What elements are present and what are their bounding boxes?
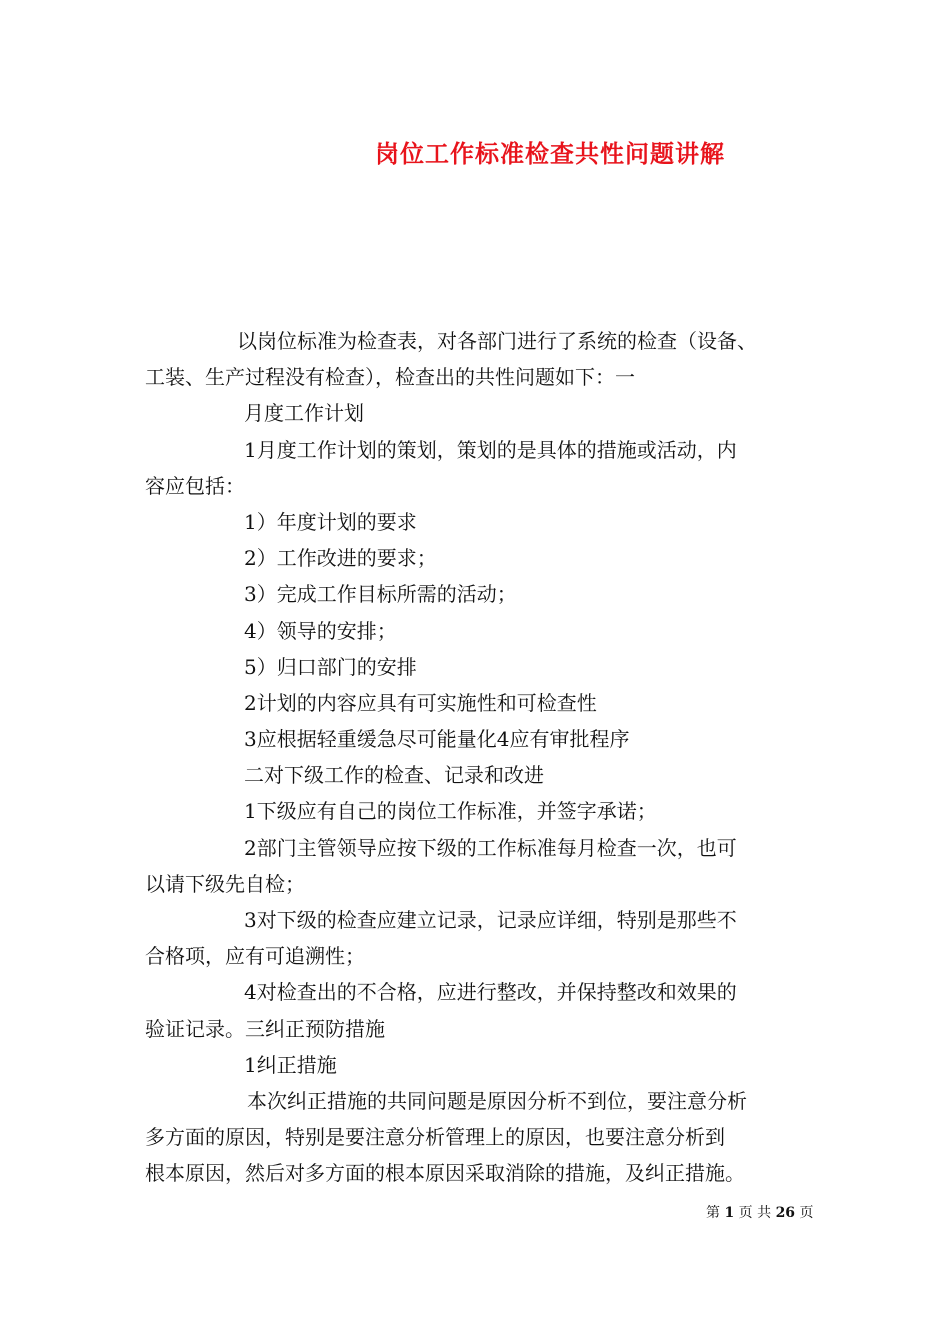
footer-page-number: 1 <box>724 1205 735 1221</box>
paragraph-line: 4对检查出的不合格，应进行整改，并保持整改和效果的 <box>244 980 737 1005</box>
paragraph-line: 根本原因，然后对多方面的根本原因采取消除的措施，及纠正措施。 <box>145 1161 745 1186</box>
paragraph-line: 3应根据轻重缓急尽可能量化4应有审批程序 <box>244 727 630 752</box>
document-title: 岗位工作标准检查共性问题讲解 <box>375 139 725 168</box>
section-heading: 1纠正措施 <box>244 1052 337 1077</box>
list-item: 4）领导的安排； <box>244 618 397 643</box>
list-item: 2）工作改进的要求； <box>244 546 437 571</box>
paragraph-line: 1下级应有自己的岗位工作标准，并签字承诺； <box>244 799 657 824</box>
paragraph-line: 3对下级的检查应建立记录，记录应详细，特别是那些不 <box>244 908 737 932</box>
paragraph-line: 合格项，应有可追溯性； <box>145 944 365 969</box>
list-item: 1）年度计划的要求 <box>244 509 417 534</box>
paragraph-line: 以岗位标准为检查表，对各部门进行了系统的检查（设备、 <box>237 329 757 353</box>
paragraph-line: 工装、生产过程没有检查），检查出的共性问题如下：一 <box>145 365 635 390</box>
paragraph-line: 本次纠正措施的共同问题是原因分析不到位，要注意分析 <box>247 1088 747 1113</box>
paragraph-line: 2部门主管领导应按下级的工作标准每月检查一次，也可 <box>244 835 737 860</box>
footer-total-pages: 26 <box>775 1205 796 1221</box>
list-item: 5）归口部门的安排 <box>244 654 417 679</box>
footer-prefix: 第 <box>706 1205 720 1221</box>
paragraph-line: 容应包括： <box>145 473 245 498</box>
page-number-footer <box>706 1202 814 1222</box>
paragraph-line: 月度工作计划 <box>244 401 364 426</box>
section-heading: 二对下级工作的检查、记录和改进 <box>244 763 544 788</box>
paragraph-line: 1月度工作计划的策划，策划的是具体的措施或活动，内 <box>244 437 737 462</box>
paragraph-line: 验证记录。三纠正预防措施 <box>145 1016 385 1041</box>
paragraph-line: 以请下级先自检； <box>145 871 305 896</box>
footer-middle: 页 共 <box>738 1205 772 1221</box>
paragraph-line: 2计划的内容应具有可实施性和可检查性 <box>244 690 597 715</box>
footer-suffix: 页 <box>799 1205 814 1221</box>
document-body <box>145 323 810 1192</box>
paragraph-line: 多方面的原因，特别是要注意分析管理上的原因，也要注意分析到 <box>145 1125 725 1150</box>
list-item: 3）完成工作目标所需的活动； <box>244 582 517 607</box>
